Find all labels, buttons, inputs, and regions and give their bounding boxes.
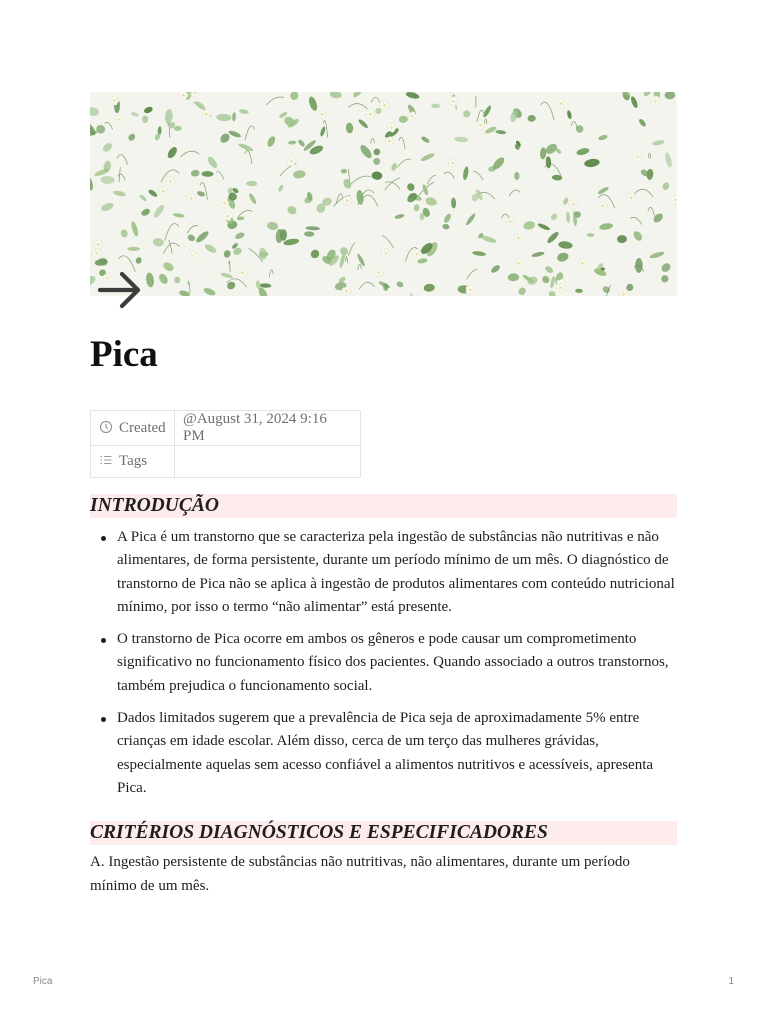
section-introducao xyxy=(90,494,677,809)
bullet-dot xyxy=(101,536,106,541)
property-row-created xyxy=(91,411,361,446)
bullet-dot xyxy=(101,638,106,643)
footer-page-title: Pica xyxy=(33,976,53,987)
floral-pattern-image xyxy=(90,92,677,296)
list-icon xyxy=(99,453,113,467)
property-label: Tags xyxy=(119,453,148,469)
section-criterios xyxy=(90,821,677,898)
paragraph: A. Ingestão persistente de substâncias não nutritivas, não alimentares, durante um período mínimo de um mês. xyxy=(90,854,630,894)
property-row-tags xyxy=(91,446,361,478)
cover-image xyxy=(90,92,677,296)
properties-table xyxy=(90,410,361,478)
bullet-list xyxy=(90,526,677,800)
list-item-text: A Pica é um transtorno que se caracteriza pela ingestão de substâncias não nutritivas e não alimentares, de forma persistente, durante um período mínimo de um mês. O diagnóstico de transtorno de Pica não se aplica à ingestão de produtos alimentares com conteúdo nutricional mínimo, por isso o termo “não alimentar” está presente. xyxy=(117,529,675,615)
arrow-right-icon xyxy=(96,266,144,314)
list-item-text: O transtorno de Pica ocorre em ambos os gêneros e pode causar um comprometimento significativo no funcionamento físico dos pacientes. Quando associado a outros transtornos, também prejudica o funcionamento social. xyxy=(117,631,669,694)
page-title: Pica xyxy=(90,334,158,375)
section-heading: CRITÉRIOS DIAGNÓSTICOS E ESPECIFICADORES xyxy=(90,821,677,845)
section-heading: INTRODUÇÃO xyxy=(90,494,677,518)
footer-page-number: 1 xyxy=(728,976,734,987)
property-key xyxy=(91,446,175,478)
list-item xyxy=(90,526,677,619)
list-item xyxy=(90,628,677,698)
property-value[interactable] xyxy=(175,446,361,478)
list-item-text: Dados limitados sugerem que a prevalência de Pica seja de aproximadamente 5% entre crianças em idade escolar. Além disso, cerca de um terço das mulheres grávidas, especialmente aquelas sem acesso confiável a alimentos nutritivos e acessíveis, apresenta Pica. xyxy=(117,710,654,796)
property-key xyxy=(91,411,175,446)
property-value[interactable]: @August 31, 2024 9:16 PM xyxy=(175,411,361,446)
property-label: Created xyxy=(119,419,166,436)
bullet-dot xyxy=(101,717,106,722)
list-item xyxy=(90,707,677,800)
clock-icon xyxy=(99,420,113,434)
